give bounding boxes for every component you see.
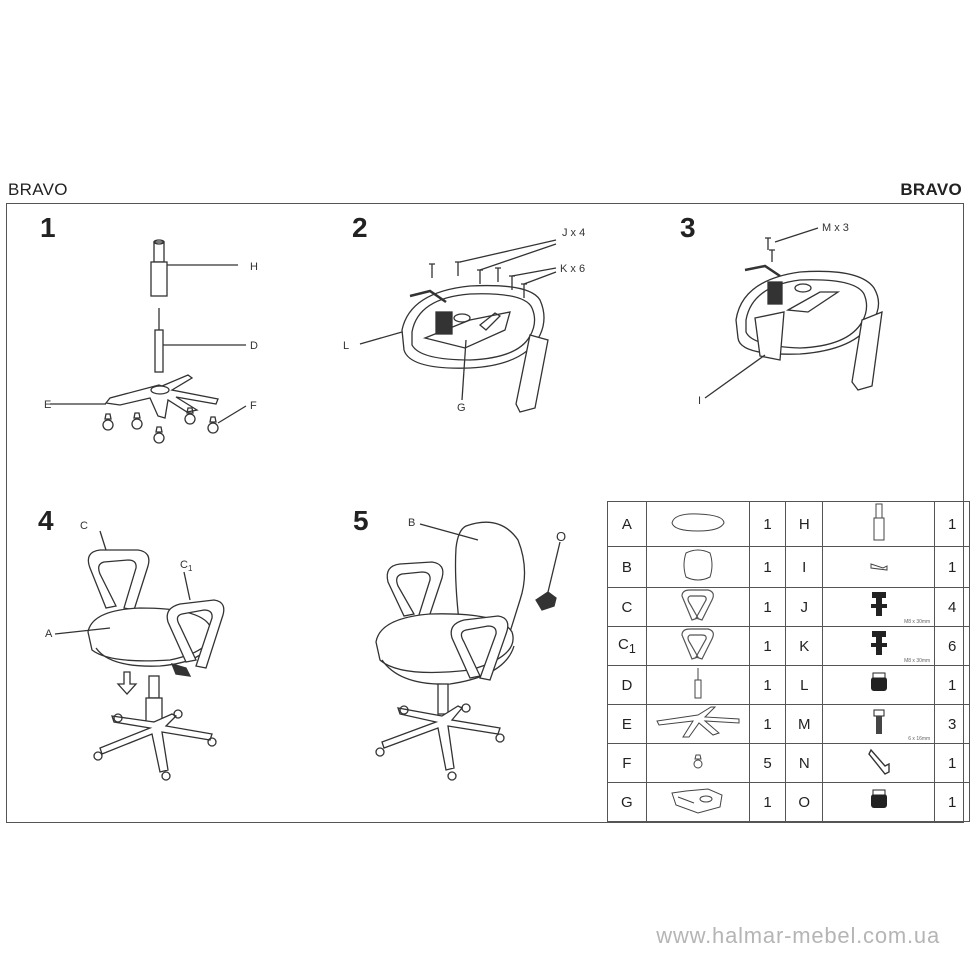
- part-qty: 1: [749, 547, 786, 588]
- label-e: E: [44, 399, 52, 411]
- label-c1: $C_1$: [180, 559, 193, 573]
- part-letter: J: [786, 588, 823, 627]
- part-letter: $C_1$: [608, 627, 647, 666]
- part-picture: [823, 627, 935, 666]
- part-size-note: 6 x 16mm: [908, 736, 931, 742]
- part-letter: I: [786, 547, 823, 588]
- bracket-icon: [869, 559, 889, 576]
- step-4-number: 4: [38, 505, 54, 536]
- part-qty: 1: [749, 705, 786, 744]
- step-5-illustration: [376, 517, 566, 780]
- piston-icon: [155, 308, 163, 372]
- label-o: O: [556, 529, 567, 544]
- part-letter: L: [786, 666, 823, 705]
- part-letter: M: [786, 705, 823, 744]
- parts-row: [608, 547, 970, 588]
- part-letter-sub: 1: [628, 642, 636, 656]
- gas-lift-icon: [871, 529, 887, 546]
- part-picture: [646, 502, 749, 547]
- part-qty: 1: [749, 588, 786, 627]
- part-letter: C: [608, 588, 647, 627]
- parts-row: [608, 588, 970, 627]
- screw-icon: [871, 723, 887, 740]
- part-size-note: M8 x 30mm: [904, 619, 931, 625]
- part-picture: [646, 627, 749, 666]
- label-a: A: [45, 628, 53, 640]
- part-picture: [823, 666, 935, 705]
- base-icon: [106, 375, 218, 418]
- label-l: L: [343, 340, 350, 352]
- part-qty: 3: [935, 705, 970, 744]
- part-letter: H: [786, 502, 823, 547]
- part-qty: 1: [749, 502, 786, 547]
- parts-table-body: [608, 502, 970, 822]
- part-letter: K: [786, 627, 823, 666]
- part-picture: [823, 744, 935, 783]
- knob-icon: [867, 682, 891, 699]
- label-g: G: [457, 402, 466, 414]
- seat-icon: [668, 520, 728, 537]
- step-1-number: 1: [40, 212, 56, 243]
- screw-icon: [765, 238, 775, 262]
- step-4-illustration: [45, 520, 224, 780]
- parts-table: [607, 501, 970, 822]
- part-letter: E: [608, 705, 647, 744]
- bolt-icon: [869, 646, 889, 663]
- part-picture: [823, 705, 935, 744]
- base-icon: [653, 726, 743, 743]
- allen-key-icon: [867, 763, 891, 780]
- label-c: C: [80, 520, 88, 532]
- part-picture: [823, 547, 935, 588]
- part-qty: 1: [749, 783, 786, 822]
- bracket-icon: [755, 312, 784, 360]
- parts-row: [608, 744, 970, 783]
- parts-row: [608, 666, 970, 705]
- part-picture: [646, 666, 749, 705]
- header-title-right: BRAVO: [900, 180, 962, 199]
- parts-row: [608, 627, 970, 666]
- part-picture: [646, 783, 749, 822]
- part-qty: 1: [935, 783, 970, 822]
- label-j-count: J x 4: [562, 227, 586, 239]
- step-5-number: 5: [353, 505, 369, 536]
- parts-row: [608, 705, 970, 744]
- part-picture: [646, 547, 749, 588]
- armrest-icon: [678, 648, 718, 665]
- part-picture: [646, 744, 749, 783]
- armrest-icon: [678, 609, 718, 626]
- label-k-count: K x 6: [560, 263, 586, 275]
- part-qty: 1: [935, 502, 970, 547]
- step-2-number: 2: [352, 212, 368, 243]
- part-picture: [646, 588, 749, 627]
- part-letter: G: [608, 783, 647, 822]
- label-m-count: M x 3: [822, 222, 849, 234]
- part-letter: D: [608, 666, 647, 705]
- part-letter: O: [786, 783, 823, 822]
- knob-icon: [536, 592, 556, 610]
- header-title-left: BRAVO: [8, 180, 68, 199]
- label-h: H: [250, 261, 258, 273]
- label-i: I: [698, 395, 702, 407]
- knob-icon: [867, 799, 891, 816]
- part-size-note: M8 x 30mm: [904, 658, 931, 664]
- bolt-icon: [869, 607, 889, 624]
- step-3-illustration: [698, 222, 882, 407]
- part-qty: 1: [749, 627, 786, 666]
- step-3-number: 3: [680, 212, 696, 243]
- parts-row: [608, 502, 970, 547]
- gas-lift-icon: [151, 240, 167, 296]
- part-picture: [823, 502, 935, 547]
- label-b: B: [408, 517, 416, 529]
- part-letter: A: [608, 502, 647, 547]
- part-letter: F: [608, 744, 647, 783]
- label-f: F: [250, 400, 257, 412]
- backrest-icon: [678, 570, 718, 587]
- part-picture: [646, 705, 749, 744]
- step-2-illustration: [343, 227, 585, 414]
- part-picture: [823, 588, 935, 627]
- part-qty: 1: [935, 547, 970, 588]
- piston-icon: [692, 687, 704, 704]
- watermark: www.halmar-mebel.com.ua: [656, 923, 940, 948]
- part-picture: [823, 783, 935, 822]
- part-letter: N: [786, 744, 823, 783]
- part-qty: 1: [935, 744, 970, 783]
- part-letter: B: [608, 547, 647, 588]
- part-qty: 1: [749, 666, 786, 705]
- part-qty: 6: [935, 627, 970, 666]
- parts-row: [608, 783, 970, 822]
- part-qty: 4: [935, 588, 970, 627]
- part-qty: 5: [749, 744, 786, 783]
- label-d: D: [250, 340, 258, 352]
- mechanism-icon: [668, 802, 728, 819]
- caster-icon: [691, 756, 705, 773]
- step-1-illustration: [44, 240, 258, 443]
- part-qty: 1: [935, 666, 970, 705]
